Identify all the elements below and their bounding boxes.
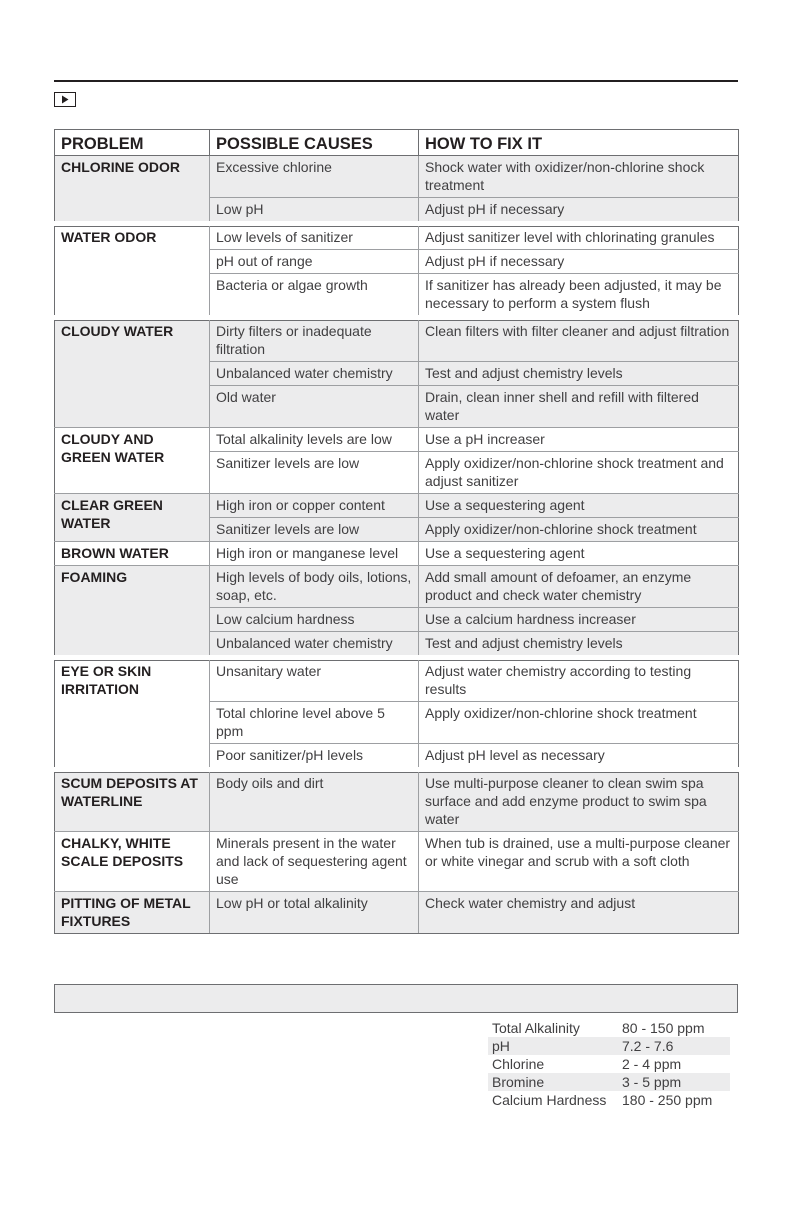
level-row: [488, 1073, 730, 1091]
fix-cell: Use multi-purpose cleaner to clean swim spa surface and add enzyme product to swim spa water: [419, 770, 739, 832]
cause-cell: Low pH or total alkalinity: [210, 892, 419, 934]
table-row: [55, 658, 739, 702]
cause-cell: High iron or manganese level: [210, 542, 419, 566]
play-icon: [54, 92, 76, 107]
table-row: [55, 832, 739, 892]
cause-cell: Unbalanced water chemistry: [210, 632, 419, 658]
fix-cell: Drain, clean inner shell and refill with filtered water: [419, 386, 739, 428]
table-row: [55, 156, 739, 198]
fix-cell: Use a calcium hardness increaser: [419, 608, 739, 632]
cause-cell: High levels of body oils, lotions, soap, etc.: [210, 566, 419, 608]
problem-cell: CLOUDY WATER: [55, 318, 210, 428]
level-name: pH: [492, 1038, 510, 1054]
table-header-row: [55, 130, 739, 156]
fix-cell: Adjust pH if necessary: [419, 250, 739, 274]
level-name: Bromine: [492, 1074, 545, 1090]
cause-cell: Excessive chlorine: [210, 156, 419, 198]
table-row: [55, 494, 739, 518]
problem-cell: BROWN WATER: [55, 542, 210, 566]
fix-cell: If sanitizer has already been adjusted, it may be necessary to perform a system flush: [419, 274, 739, 318]
cause-cell: High iron or copper content: [210, 494, 419, 518]
fix-cell: Adjust pH level as necessary: [419, 744, 739, 770]
cause-cell: Low levels of sanitizer: [210, 224, 419, 250]
fix-cell: Clean filters with filter cleaner and adjust filtration: [419, 318, 739, 362]
fix-cell: Shock water with oxidizer/non-chlorine shock treatment: [419, 156, 739, 198]
fix-cell: Adjust pH if necessary: [419, 198, 739, 224]
level-name: Calcium Hardness: [492, 1092, 607, 1108]
table-row: [55, 428, 739, 452]
ideal-levels-bar: [54, 984, 738, 1013]
header-problem: PROBLEM: [55, 130, 210, 156]
table-body: [55, 156, 739, 934]
fix-cell: Adjust water chemistry according to testing results: [419, 658, 739, 702]
cause-cell: Old water: [210, 386, 419, 428]
fix-cell: Apply oxidizer/non-chlorine shock treatment: [419, 518, 739, 542]
problem-cell: EYE OR SKIN IRRITATION: [55, 658, 210, 770]
cause-cell: pH out of range: [210, 250, 419, 274]
fix-cell: Use a pH increaser: [419, 428, 739, 452]
problem-cell: WATER ODOR: [55, 224, 210, 318]
fix-cell: Use a sequestering agent: [419, 494, 739, 518]
cause-cell: Dirty filters or inadequate filtration: [210, 318, 419, 362]
cause-cell: Total alkalinity levels are low: [210, 428, 419, 452]
level-row: [488, 1091, 730, 1109]
level-name: Total Alkalinity: [492, 1020, 580, 1036]
troubleshooting-table: [54, 129, 739, 934]
cause-cell: Body oils and dirt: [210, 770, 419, 832]
fix-cell: Use a sequestering agent: [419, 542, 739, 566]
cause-cell: Low pH: [210, 198, 419, 224]
cause-cell: Sanitizer levels are low: [210, 452, 419, 494]
level-value: 7.2 - 7.6: [622, 1038, 674, 1054]
cause-cell: Total chlorine level above 5 ppm: [210, 702, 419, 744]
table-row: [55, 542, 739, 566]
level-row: [488, 1037, 730, 1055]
problem-cell: CHALKY, WHITE SCALE DEPOSITS: [55, 832, 210, 892]
top-rule: [54, 80, 738, 82]
cause-cell: Poor sanitizer/pH levels: [210, 744, 419, 770]
level-value: 180 - 250 ppm: [622, 1092, 713, 1108]
header-how-to-fix: HOW TO FIX IT: [419, 130, 739, 156]
ideal-levels-list: [488, 1019, 730, 1109]
fix-cell: Add small amount of defoamer, an enzyme product and check water chemistry: [419, 566, 739, 608]
fix-cell: Test and adjust chemistry levels: [419, 362, 739, 386]
cause-cell: Unsanitary water: [210, 658, 419, 702]
cause-cell: Bacteria or algae growth: [210, 274, 419, 318]
fix-cell: Check water chemistry and adjust: [419, 892, 739, 934]
cause-cell: Minerals present in the water and lack of sequestering agent use: [210, 832, 419, 892]
level-name: Chlorine: [492, 1056, 545, 1072]
fix-cell: When tub is drained, use a multi-purpose cleaner or white vinegar and scrub with a soft cloth: [419, 832, 739, 892]
fix-cell: Adjust sanitizer level with chlorinating granules: [419, 224, 739, 250]
fix-cell: Apply oxidizer/non-chlorine shock treatment and adjust sanitizer: [419, 452, 739, 494]
table-row: [55, 770, 739, 832]
table-row: [55, 566, 739, 608]
cause-cell: Sanitizer levels are low: [210, 518, 419, 542]
problem-cell: CLEAR GREEN WATER: [55, 494, 210, 542]
table-row: [55, 318, 739, 362]
problem-cell: CLOUDY AND GREEN WATER: [55, 428, 210, 494]
level-value: 80 - 150 ppm: [622, 1020, 705, 1036]
level-row: [488, 1055, 730, 1073]
fix-cell: Apply oxidizer/non-chlorine shock treatment: [419, 702, 739, 744]
problem-cell: CHLORINE ODOR: [55, 156, 210, 224]
level-row: [488, 1019, 730, 1037]
problem-cell: SCUM DEPOSITS AT WATERLINE: [55, 770, 210, 832]
cause-cell: Low calcium hardness: [210, 608, 419, 632]
fix-cell: Test and adjust chemistry levels: [419, 632, 739, 658]
table-row: [55, 892, 739, 934]
table-row: [55, 224, 739, 250]
level-value: 3 - 5 ppm: [622, 1074, 682, 1090]
cause-cell: Unbalanced water chemistry: [210, 362, 419, 386]
problem-cell: PITTING OF METAL FIXTURES: [55, 892, 210, 934]
problem-cell: FOAMING: [55, 566, 210, 658]
level-value: 2 - 4 ppm: [622, 1056, 682, 1072]
header-possible-causes: POSSIBLE CAUSES: [210, 130, 419, 156]
